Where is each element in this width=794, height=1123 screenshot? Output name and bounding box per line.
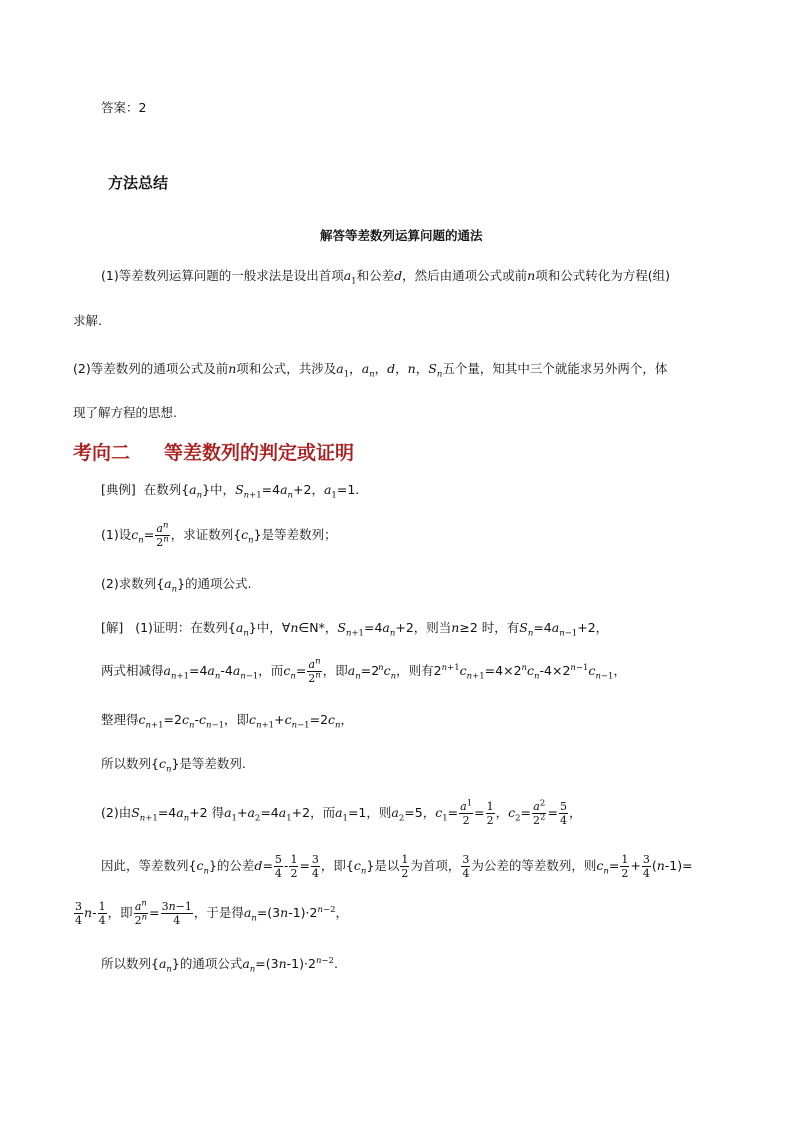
question-1: (1)设$c_n=$ $\frac{a^n}{2^n}$ ，求证数列$\{c_n\}$是等差数列；	[101, 520, 337, 549]
answer-text: 答案：2	[101, 100, 147, 115]
section-heading	[73, 442, 354, 466]
method-subtitle: 解答等差数列运算问题的通法	[320, 228, 483, 243]
method-point-1-line-1: (1)等差数列运算问题的一般求法是设出首项$a_1$和公差d，然后由通项公式或前n项和公式转化为方程(组)	[101, 268, 670, 287]
solution-line-8: 所以数列$\{a_n\}$的通项公式$a_n=(3n-1)\cdot 2^{n-2}$.	[101, 955, 338, 975]
section-title: 等差数列的判定或证明	[164, 442, 355, 464]
method-point-2-line-1: (2)等差数列的通项公式及前n项和公式，共涉及$a_1$，$a_n$，d，n，$S_n$五个量，知其中三个就能求另外两个，体	[73, 361, 668, 380]
solution-line-2: 两式相减得$a_{n+1}=4a_n-4a_{n-1}$，而$c_n=$ $\frac{a^n}{2^n}$ ，即$a_n=2^nc_n$，则有$2^{n+1}c_{n+1}=4\times 2^nc_n-4\times 2^{n-1}c_{n-1}$，	[101, 656, 626, 685]
section-number: 考向二	[73, 442, 131, 464]
solution-line-6: 因此，等差数列$\{c_n\}$的公差d= $\frac{5}{4}$ - $\frac{1}{2}$ = $\frac{3}{4}$ ，即$\{c_n\}$是以 $\frac{1}{2}$ 为首项， $\frac{3}{4}$ 为公差的等差数列，则$c_n=$ $\frac{1}{2}$ + $\frac{3}{4}$ (n-1)=	[101, 853, 693, 880]
fraction-an-over-2n: $\frac{a^n}{2^n}$	[156, 520, 169, 549]
method-title: 方法总结	[108, 174, 169, 192]
solution-line-1: [解] (1)证明：在数列$\{a_n\}$中，∀n∈N*，$S_{n+1}=4a_n+2$，则当n≥2 时，有$S_n=4a_{n-1}+2$，	[101, 620, 609, 639]
solution-line-3: 整理得$c_{n+1}=2c_n-c_{n-1}$，即$c_{n+1}+c_{n-1}=2c_n$，	[101, 712, 354, 731]
question-2: (2)求数列$\{a_n\}$的通项公式.	[101, 576, 252, 595]
solution-line-4: 所以数列$\{c_n\}$是等差数列.	[101, 756, 246, 775]
method-point-2-line-2: 现了解方程的思想.	[73, 405, 177, 420]
solution-line-5: (2)由$S_{n+1}=4a_n+2$ 得$a_1+a_2=4a_1+2$，而$a_1=1$，则$a_2=5$，$c_1=$ $\frac{a^1}{2}$ = $\frac{1}{2}$ ，$c_2=$ $\frac{a^2}{2^2}$ = $\frac{5}{4}$ ，	[101, 798, 582, 827]
method-point-1-line-2: 求解.	[73, 313, 102, 328]
answer-line	[101, 100, 146, 116]
solution-line-7: $\frac{3}{4}$ n- $\frac{1}{4}$ ，即 $\frac{a^n}{2^n}$ = $\frac{3n-1}{4}$ ，于是得$a_n=(3n-1)\cdot 2^{n-2}$，	[75, 898, 349, 927]
example-statement: [典例] 在数列$\{a_n\}$中，$S_{n+1}=4a_n+2$，$a_1=1$.	[101, 482, 360, 501]
